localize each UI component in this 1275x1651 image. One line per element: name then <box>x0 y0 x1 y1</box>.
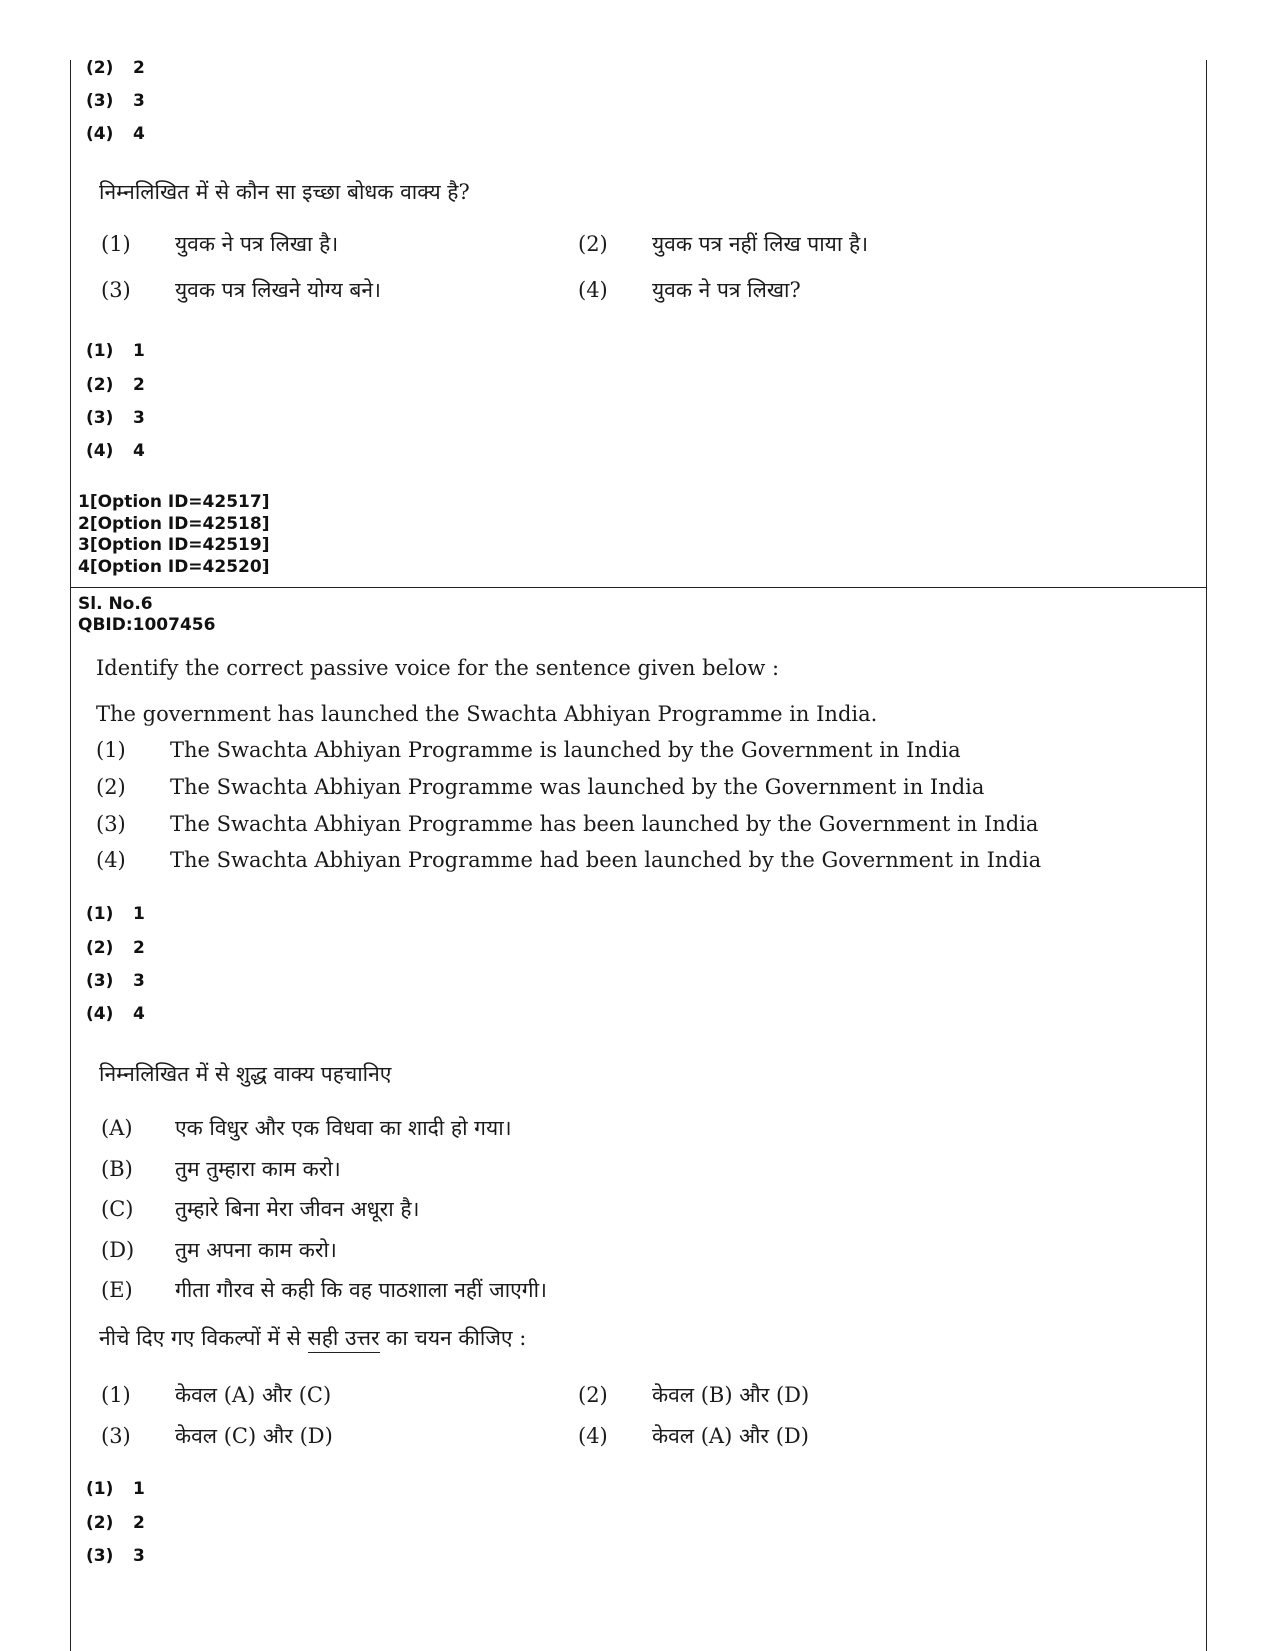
question-instruction: Identify the correct passive voice for the sentence given below : <box>96 656 780 680</box>
option-id: 1[Option ID=42517] <box>78 492 270 512</box>
answer-choice: (2) 2 <box>86 375 145 395</box>
statement-item: (C) तुम्हारे बिना मेरा जीवन अधूरा है। <box>101 1197 420 1221</box>
answer-choice: (2) 2 <box>86 1513 145 1533</box>
option-item: (3) The Swachta Abhiyan Programme has been launched by the Government in India <box>96 812 1039 836</box>
statement-item: (A) एक विधुर और एक विधवा का शादी हो गया। <box>101 1116 512 1140</box>
answer-choice: (1) 1 <box>86 1479 145 1499</box>
option-item: (2) The Swachta Abhiyan Programme was launched by the Government in India <box>96 775 985 799</box>
qbid: QBID:1007456 <box>78 615 216 635</box>
question-stem-hindi: निम्नलिखित में से शुद्ध वाक्य पहचानिए <box>99 1062 392 1086</box>
choose-instruction: नीचे दिए गए विकल्पों में से सही उत्तर का चयन कीजिए : <box>99 1324 526 1352</box>
statement-item: (B) तुम तुम्हारा काम करो। <box>101 1157 341 1181</box>
answer-choice: (3) 3 <box>86 1546 145 1566</box>
option-id: 4[Option ID=42520] <box>78 556 270 577</box>
option-item: (1) The Swachta Abhiyan Programme is launched by the Government in India <box>96 738 961 762</box>
statement-item: (E) गीता गौरव से कही कि वह पाठशाला नहीं जाएगी। <box>101 1278 547 1302</box>
option-item: (1) केवल (A) और (C) <box>101 1383 332 1407</box>
answer-choice: (3) 3 <box>86 91 145 111</box>
question-sentence: The government has launched the Swachta Abhiyan Programme in India. <box>96 702 878 726</box>
option-item: (3) युवक पत्र लिखने योग्य बने। <box>101 278 382 302</box>
answer-choice: (4) 4 <box>86 124 145 144</box>
option-item: (1) युवक ने पत्र लिखा है। <box>101 232 339 256</box>
answer-choice: (2) 2 <box>86 58 145 78</box>
option-item: (2) युवक पत्र नहीं लिख पाया है। <box>578 232 869 256</box>
option-item: (2) केवल (B) और (D) <box>578 1383 810 1407</box>
answer-choice: (3) 3 <box>86 971 145 991</box>
serial-number: Sl. No.6 <box>78 594 153 614</box>
answer-choice: (2) 2 <box>86 938 145 958</box>
option-id-list <box>78 492 269 578</box>
underlined-phrase: सही उत्तर <box>308 1326 380 1353</box>
option-item: (3) केवल (C) और (D) <box>101 1424 333 1448</box>
answer-choice: (4) 4 <box>86 441 145 461</box>
question-header <box>78 594 215 636</box>
question-stem-hindi: निम्नलिखित में से कौन सा इच्छा बोधक वाक्य है? <box>99 180 470 204</box>
answer-choice: (3) 3 <box>86 408 145 428</box>
option-item: (4) युवक ने पत्र लिखा? <box>578 278 801 302</box>
question-divider <box>70 587 1207 588</box>
option-item: (4) The Swachta Abhiyan Programme had been launched by the Government in India <box>96 848 1042 872</box>
option-id: 2[Option ID=42518] <box>78 513 270 534</box>
answer-choice: (1) 1 <box>86 904 145 924</box>
answer-choice: (4) 4 <box>86 1004 145 1024</box>
option-id: 3[Option ID=42519] <box>78 535 270 555</box>
option-item: (4) केवल (A) और (D) <box>578 1424 809 1448</box>
statement-item: (D) तुम अपना काम करो। <box>101 1238 337 1262</box>
answer-choice: (1) 1 <box>86 341 145 361</box>
